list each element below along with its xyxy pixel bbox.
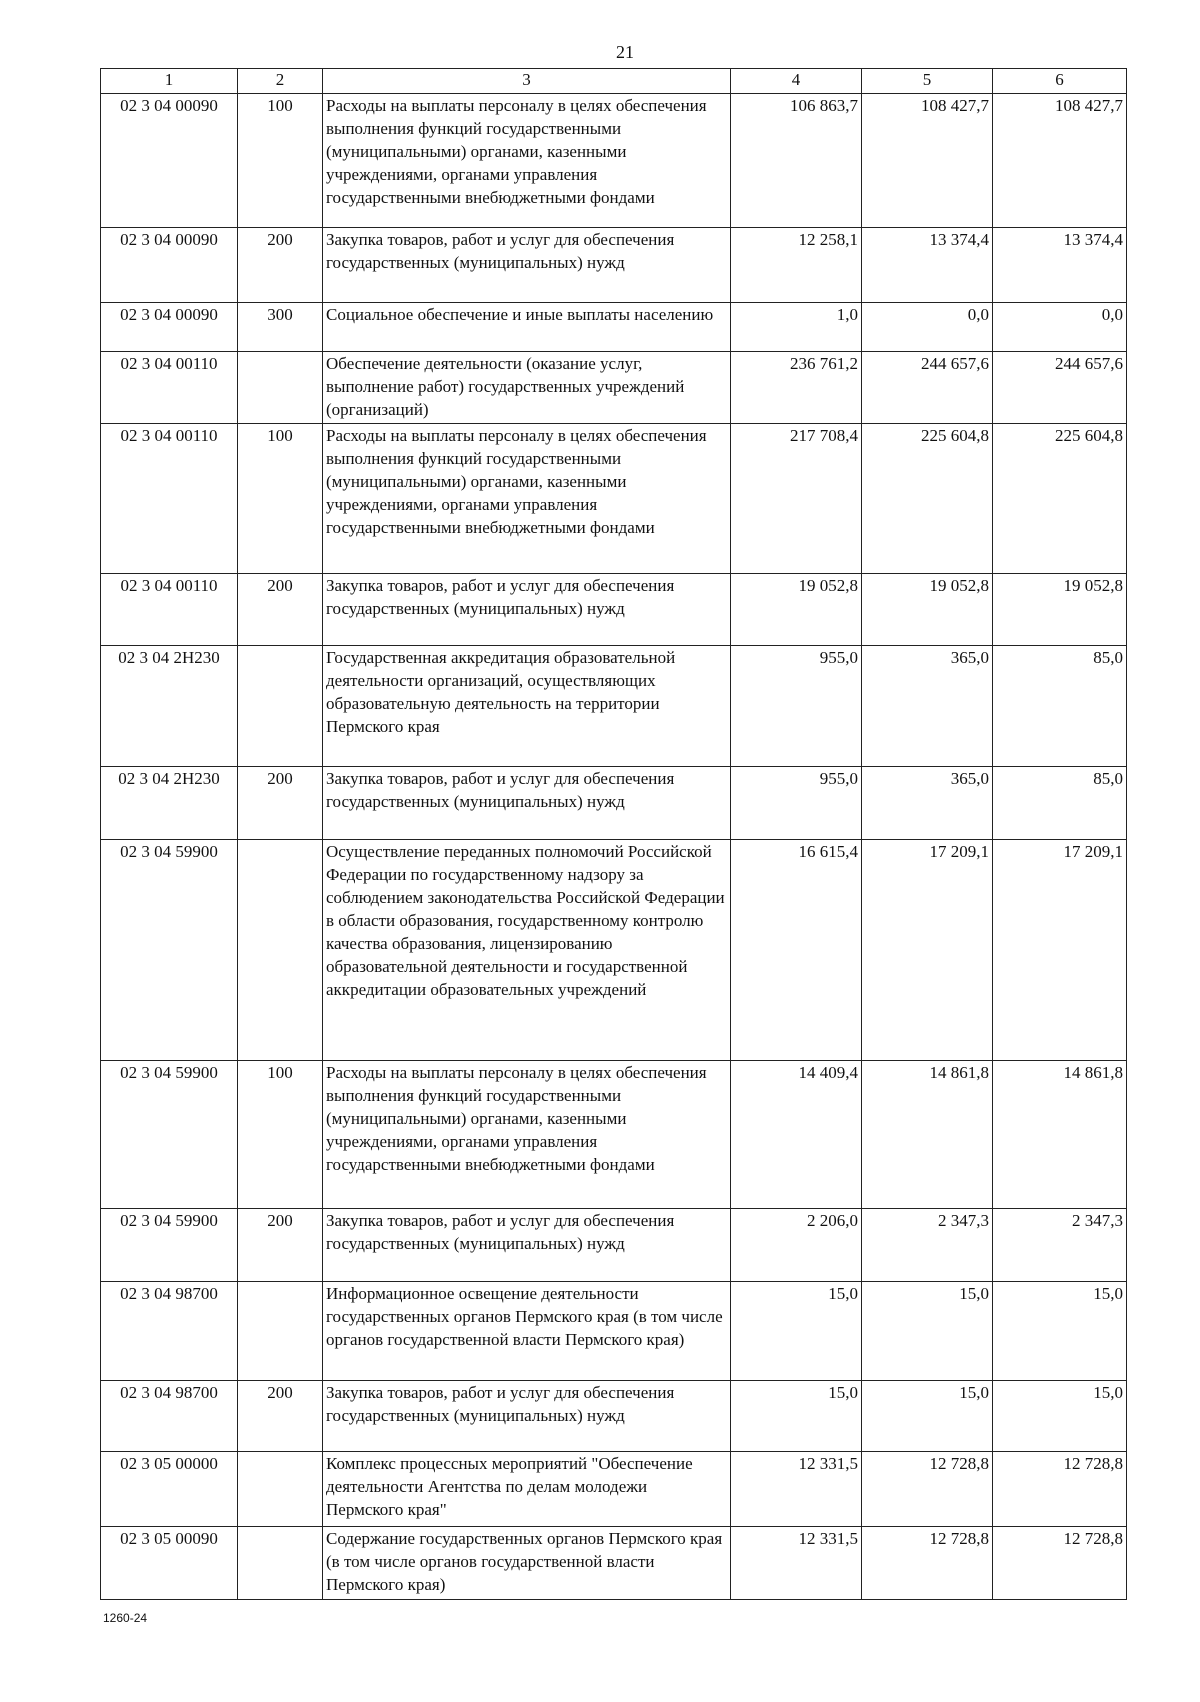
amount-col-4: 12 331,5 (731, 1452, 862, 1527)
expense-type-code: 100 (238, 1061, 323, 1209)
expense-name: Государственная аккредитация образовательной деятельности организаций, осуществляющих образовательную деятельность на территории Пермского края (323, 646, 731, 767)
amount-col-5: 244 657,6 (862, 352, 993, 424)
expense-name: Содержание государственных органов Пермского края (в том числе органов государственной власти Пермского края) (323, 1527, 731, 1600)
expense-type-code: 200 (238, 767, 323, 840)
amount-col-5: 365,0 (862, 767, 993, 840)
amount-col-6: 17 209,1 (993, 840, 1127, 1061)
expense-type-code: 200 (238, 574, 323, 646)
target-article-code: 02 3 05 00090 (101, 1527, 238, 1600)
amount-col-5: 19 052,8 (862, 574, 993, 646)
budget-table (100, 68, 1127, 1600)
table-row (101, 1452, 1127, 1527)
amount-col-6: 15,0 (993, 1381, 1127, 1452)
amount-col-5: 2 347,3 (862, 1209, 993, 1282)
column-header: 3 (323, 69, 731, 94)
amount-col-4: 12 331,5 (731, 1527, 862, 1600)
table-row (101, 840, 1127, 1061)
table-row (101, 1527, 1127, 1600)
target-article-code: 02 3 04 98700 (101, 1282, 238, 1381)
table-row (101, 574, 1127, 646)
target-article-code: 02 3 04 59900 (101, 1061, 238, 1209)
table-row (101, 767, 1127, 840)
expense-type-code: 200 (238, 1381, 323, 1452)
target-article-code: 02 3 05 00000 (101, 1452, 238, 1527)
target-article-code: 02 3 04 00090 (101, 228, 238, 303)
expense-name: Расходы на выплаты персоналу в целях обеспечения выполнения функций государственными (муниципальными) органами, казенными учреждениями, органами управления государственными внебюджетными фондами (323, 94, 731, 228)
expense-name: Обеспечение деятельности (оказание услуг, выполнение работ) государственных учреждений (организаций) (323, 352, 731, 424)
expense-type-code (238, 646, 323, 767)
amount-col-6: 13 374,4 (993, 228, 1127, 303)
expense-name: Закупка товаров, работ и услуг для обеспечения государственных (муниципальных) нужд (323, 574, 731, 646)
amount-col-5: 17 209,1 (862, 840, 993, 1061)
table-row (101, 1061, 1127, 1209)
amount-col-5: 14 861,8 (862, 1061, 993, 1209)
expense-name: Информационное освещение деятельности государственных органов Пермского края (в том числе органов государственной власти Пермского края) (323, 1282, 731, 1381)
amount-col-5: 108 427,7 (862, 94, 993, 228)
expense-name: Закупка товаров, работ и услуг для обеспечения государственных (муниципальных) нужд (323, 1209, 731, 1282)
expense-type-code (238, 1282, 323, 1381)
amount-col-6: 85,0 (993, 767, 1127, 840)
amount-col-4: 955,0 (731, 767, 862, 840)
column-header: 5 (862, 69, 993, 94)
amount-col-4: 14 409,4 (731, 1061, 862, 1209)
amount-col-6: 108 427,7 (993, 94, 1127, 228)
amount-col-4: 12 258,1 (731, 228, 862, 303)
target-article-code: 02 3 04 2Н230 (101, 767, 238, 840)
target-article-code: 02 3 04 00110 (101, 424, 238, 574)
table-header-row (101, 69, 1127, 94)
target-article-code: 02 3 04 59900 (101, 840, 238, 1061)
amount-col-6: 85,0 (993, 646, 1127, 767)
page-number: 21 (616, 42, 634, 62)
column-header: 4 (731, 69, 862, 94)
amount-col-4: 217 708,4 (731, 424, 862, 574)
column-header: 1 (101, 69, 238, 94)
table-row (101, 1381, 1127, 1452)
amount-col-5: 15,0 (862, 1381, 993, 1452)
table-row (101, 352, 1127, 424)
expense-type-code (238, 1452, 323, 1527)
amount-col-6: 15,0 (993, 1282, 1127, 1381)
expense-name: Комплекс процессных мероприятий "Обеспечение деятельности Агентства по делам молодежи Пермского края" (323, 1452, 731, 1527)
table-row (101, 646, 1127, 767)
target-article-code: 02 3 04 00090 (101, 94, 238, 228)
amount-col-4: 955,0 (731, 646, 862, 767)
amount-col-4: 1,0 (731, 303, 862, 352)
amount-col-5: 15,0 (862, 1282, 993, 1381)
amount-col-5: 0,0 (862, 303, 993, 352)
expense-type-code: 100 (238, 424, 323, 574)
amount-col-4: 15,0 (731, 1282, 862, 1381)
expense-type-code: 100 (238, 94, 323, 228)
target-article-code: 02 3 04 59900 (101, 1209, 238, 1282)
amount-col-5: 365,0 (862, 646, 993, 767)
amount-col-4: 2 206,0 (731, 1209, 862, 1282)
target-article-code: 02 3 04 2Н230 (101, 646, 238, 767)
expense-type-code (238, 840, 323, 1061)
expense-name: Расходы на выплаты персоналу в целях обеспечения выполнения функций государственными (муниципальными) органами, казенными учреждениями, органами управления государственными внебюджетными фондами (323, 424, 731, 574)
expense-name: Социальное обеспечение и иные выплаты населению (323, 303, 731, 352)
table-row (101, 424, 1127, 574)
target-article-code: 02 3 04 00110 (101, 574, 238, 646)
table-row (101, 1209, 1127, 1282)
document-id: 1260-24 (103, 1611, 148, 1625)
expense-type-code: 200 (238, 1209, 323, 1282)
expense-name: Закупка товаров, работ и услуг для обеспечения государственных (муниципальных) нужд (323, 228, 731, 303)
amount-col-6: 0,0 (993, 303, 1127, 352)
table-row (101, 94, 1127, 228)
amount-col-6: 14 861,8 (993, 1061, 1127, 1209)
table-row (101, 303, 1127, 352)
amount-col-6: 12 728,8 (993, 1527, 1127, 1600)
expense-type-code (238, 352, 323, 424)
amount-col-6: 12 728,8 (993, 1452, 1127, 1527)
table-row (101, 228, 1127, 303)
target-article-code: 02 3 04 98700 (101, 1381, 238, 1452)
target-article-code: 02 3 04 00090 (101, 303, 238, 352)
amount-col-4: 236 761,2 (731, 352, 862, 424)
amount-col-4: 19 052,8 (731, 574, 862, 646)
column-header: 6 (993, 69, 1127, 94)
amount-col-6: 2 347,3 (993, 1209, 1127, 1282)
column-header: 2 (238, 69, 323, 94)
expense-name: Осуществление переданных полномочий Российской Федерации по государственному надзору за соблюдением законодательства Российской Федерации в области образования, государственному контролю качества образования, лицензированию образовательной деятельности и государственной аккредитации образовательных учреждений (323, 840, 731, 1061)
table-row (101, 1282, 1127, 1381)
amount-col-6: 244 657,6 (993, 352, 1127, 424)
amount-col-6: 225 604,8 (993, 424, 1127, 574)
target-article-code: 02 3 04 00110 (101, 352, 238, 424)
amount-col-5: 13 374,4 (862, 228, 993, 303)
expense-name: Закупка товаров, работ и услуг для обеспечения государственных (муниципальных) нужд (323, 1381, 731, 1452)
amount-col-5: 12 728,8 (862, 1527, 993, 1600)
amount-col-4: 15,0 (731, 1381, 862, 1452)
amount-col-5: 12 728,8 (862, 1452, 993, 1527)
expense-type-code: 200 (238, 228, 323, 303)
expense-name: Закупка товаров, работ и услуг для обеспечения государственных (муниципальных) нужд (323, 767, 731, 840)
amount-col-6: 19 052,8 (993, 574, 1127, 646)
expense-name: Расходы на выплаты персоналу в целях обеспечения выполнения функций государственными (муниципальными) органами, казенными учреждениями, органами управления государственными внебюджетными фондами (323, 1061, 731, 1209)
amount-col-4: 16 615,4 (731, 840, 862, 1061)
amount-col-5: 225 604,8 (862, 424, 993, 574)
expense-type-code (238, 1527, 323, 1600)
amount-col-4: 106 863,7 (731, 94, 862, 228)
expense-type-code: 300 (238, 303, 323, 352)
